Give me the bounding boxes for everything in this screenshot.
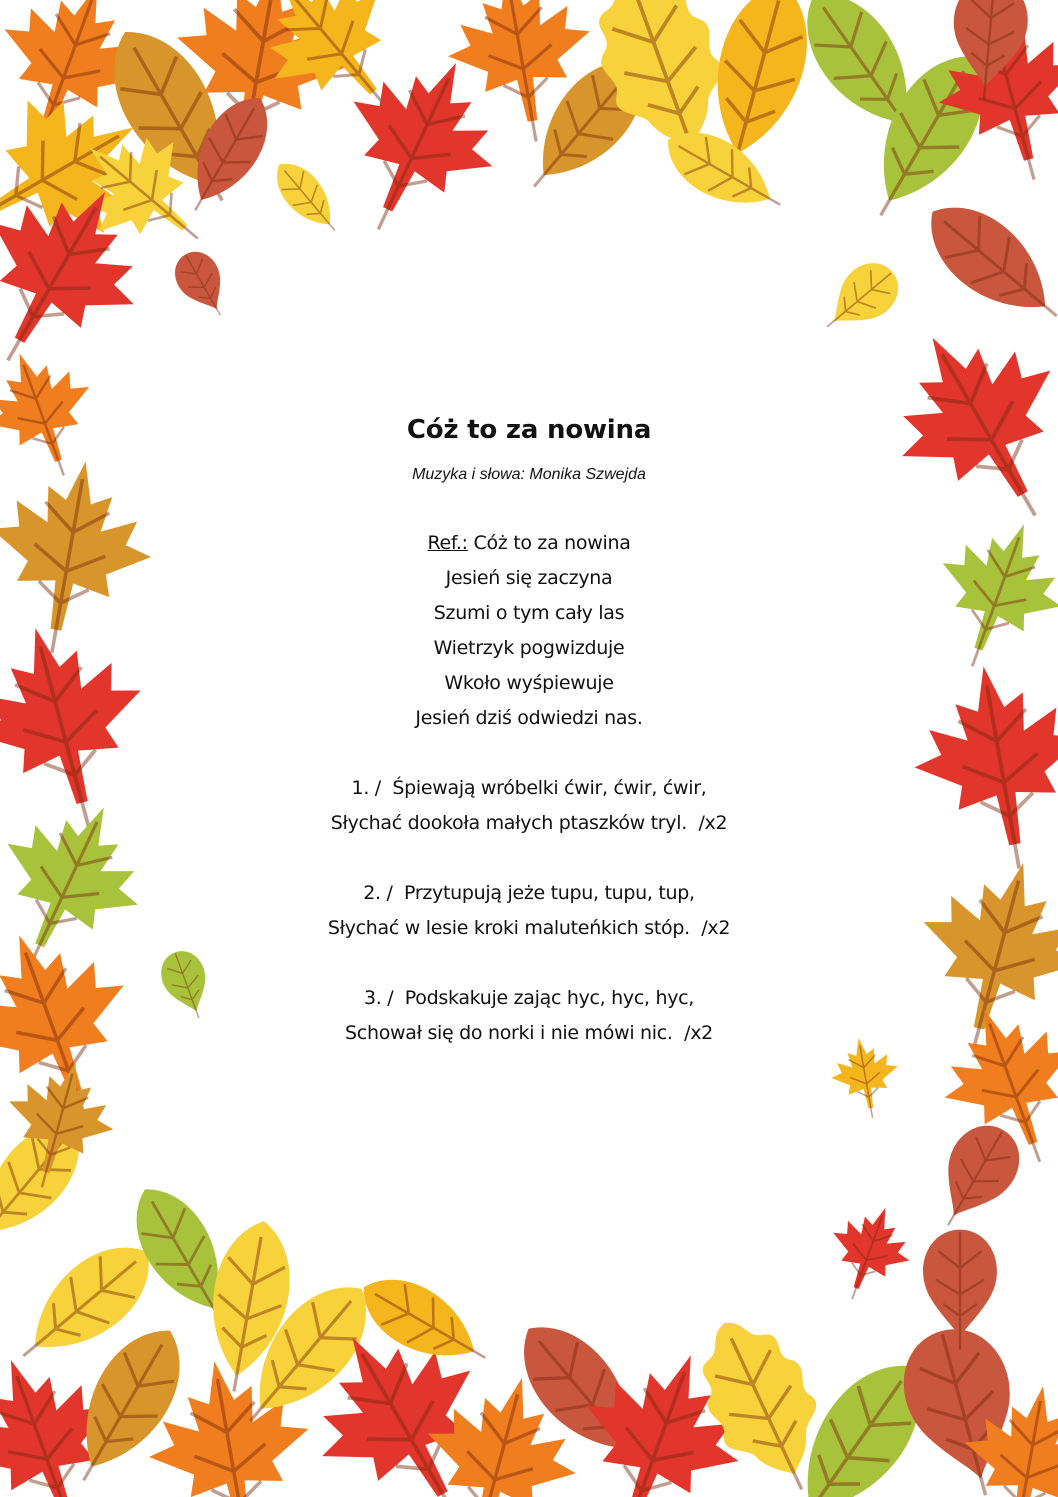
verse-line: Słychać dookoła małych ptaszków tryl. /x2 <box>330 812 728 834</box>
refrain-line <box>229 526 829 561</box>
refrain-line: Szumi o tym cały las <box>433 602 625 624</box>
oval-leaf-icon <box>910 185 1058 343</box>
maple-leaf-icon <box>825 1032 906 1123</box>
refrain <box>229 526 829 736</box>
heart-leaf-icon <box>155 945 219 1026</box>
maple-leaf-icon <box>858 295 1058 558</box>
maple-leaf-icon <box>895 842 1058 1072</box>
verse-line: 2. / Przytupują jeże tupu, tupu, tup, <box>363 882 695 904</box>
verse-1 <box>229 771 829 841</box>
verse-line: Schował się do norki i nie mówi nic. /x2 <box>345 1022 713 1044</box>
verse-2 <box>229 876 829 946</box>
verse-line: Słychać w lesie kroki maluteńkich stóp. /x2 <box>327 917 731 939</box>
refrain-line: Jesień dziś odwiedzi nas. <box>415 707 643 729</box>
song-title: Cóż to za nowina <box>406 415 652 445</box>
song-credit: Muzyka i słowa: Monika Szwejda <box>412 466 646 483</box>
maple-leaf-icon <box>0 606 171 848</box>
refrain-line: Wkoło wyśpiewuje <box>444 672 614 694</box>
oval-leaf-icon <box>265 152 349 242</box>
heart-leaf-icon <box>919 1113 1033 1242</box>
maple-leaf-icon <box>913 503 1058 688</box>
refrain-label: Ref.: <box>427 532 468 554</box>
refrain-line: Jesień się zaczyna <box>445 567 613 589</box>
verse-line: 3. / Podskakuje zając hyc, hyc, hyc, <box>363 987 695 1009</box>
song-text <box>229 408 829 1051</box>
heart-leaf-icon <box>167 244 239 326</box>
maple-leaf-icon <box>814 1194 923 1313</box>
heart-leaf-icon <box>810 252 909 347</box>
verse-line: 1. / Śpiewają wróbelki ćwir, ćwir, ćwir, <box>351 777 707 799</box>
verse-3 <box>229 981 829 1051</box>
maple-leaf-icon <box>0 335 115 494</box>
maple-leaf-icon <box>0 447 165 667</box>
refrain-line: Wietrzyk pogwizduje <box>433 637 625 659</box>
maple-leaf-icon <box>899 652 1058 884</box>
heart-leaf-icon <box>923 1230 997 1350</box>
refrain-first-line: Cóż to za nowina <box>467 532 631 554</box>
